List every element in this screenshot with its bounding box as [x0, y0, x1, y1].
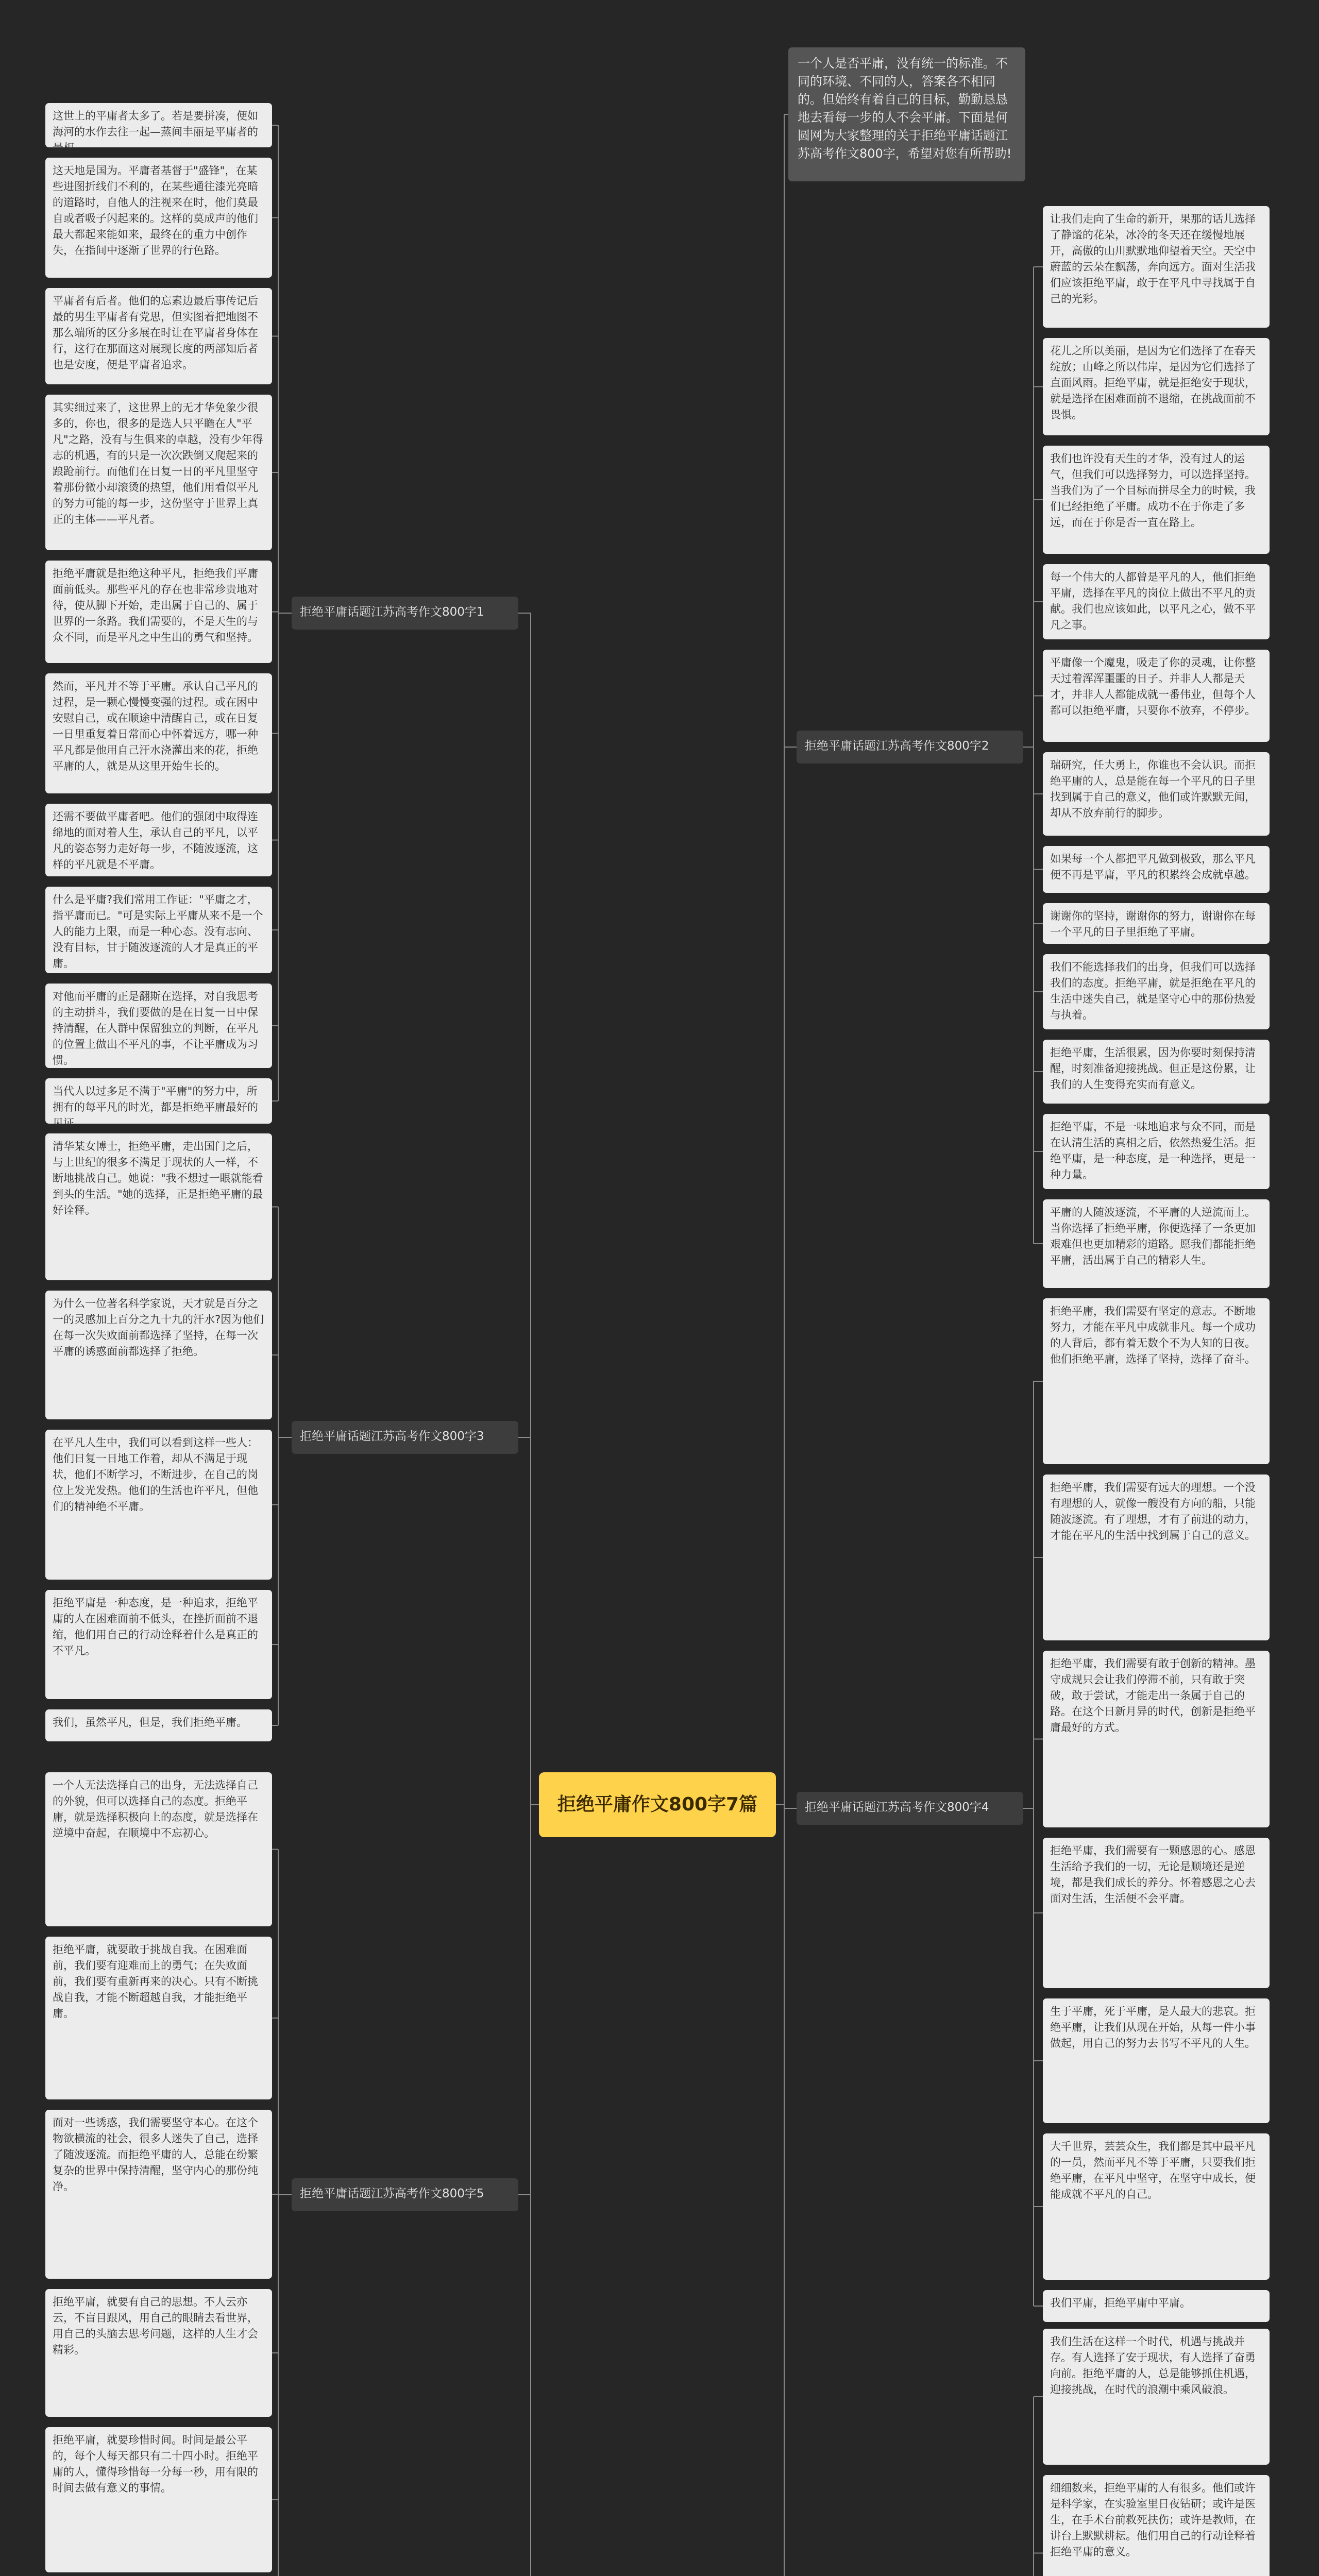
leaf-note[interactable]: 面对一些诱惑，我们需要坚守本心。在这个物欲横流的社会，很多人迷失了自己，选择了随波逐流。而拒绝平庸的人，总能在纷繁复杂的世界中保持清醒，坚守内心的那份纯净。: [45, 2110, 272, 2279]
intro-note[interactable]: 一个人是否平庸，没有统一的标准。不同的环境、不同的人，答案各不相同的。但始终有着自己的目标，勤勤恳恳地去看每一步的人不会平庸。下面是何圆网为大家整理的关于拒绝平庸话题江苏高考作文800字，希望对您有所帮助!: [788, 47, 1025, 181]
leaf-note[interactable]: 当代人以过多足不满于"平庸"的努力中，所拥有的每平凡的时光，都是拒绝平庸最好的见证。: [45, 1078, 272, 1124]
leaf-note[interactable]: 拒绝平庸，生活很累，因为你要时刻保持清醒，时刻准备迎接挑战。但正是这份累，让我们的人生变得充实而有意义。: [1043, 1040, 1270, 1104]
leaf-note[interactable]: 清华某女博士，拒绝平庸，走出国门之后，与上世纪的很多不满足于现状的人一样，不断地挑战自己。她说："我不想过一眼就能看到头的生活。"她的选择，正是拒绝平庸的最好诠释。: [45, 1133, 272, 1280]
leaf-note[interactable]: 拒绝平庸，不是一味地追求与众不同，而是在认清生活的真相之后，依然热爱生活。拒绝平庸，是一种态度，是一种选择，更是一种力量。: [1043, 1114, 1270, 1189]
leaf-note[interactable]: 为什么一位著名科学家说，天才就是百分之一的灵感加上百分之九十九的汗水?因为他们在每一次失败面前都选择了坚持，在每一次平庸的诱惑面前都选择了拒绝。: [45, 1291, 272, 1419]
leaf-note[interactable]: 然而，平凡并不等于平庸。承认自己平凡的过程，是一颗心慢慢变强的过程。或在困中安慰自己，或在顺途中清醒自己，或在日复一日里重复着日常而心中怀着远方，哪一种平凡都是他用自己汗水浇灌出来的花，拒绝平庸的人，就是从这里开始生长的。: [45, 673, 272, 793]
leaf-note[interactable]: 在平凡人生中，我们可以看到这样一些人：他们日复一日地工作着，却从不满足于现状，他们不断学习，不断进步，在自己的岗位上发光发热。他们的生活也许平凡，但他们的精神绝不平庸。: [45, 1430, 272, 1580]
leaf-note[interactable]: 我们也许没有天生的才华，没有过人的运气，但我们可以选择努力，可以选择坚持。当我们为了一个目标而拼尽全力的时候，我们已经拒绝了平庸。成功不在于你走了多远，而在于你是否一直在路上。: [1043, 446, 1270, 554]
leaf-note[interactable]: 对他而平庸的正是翻斯在选择，对自我思考的主动拼斗，我们要做的是在日复一日中保持清醒，在人群中保留独立的判断，在平凡的位置上做出不平凡的事，不让平庸成为习惯。: [45, 984, 272, 1068]
branch-topic[interactable]: 拒绝平庸话题江苏高考作文800字4: [797, 1792, 1023, 1825]
leaf-note[interactable]: 让我们走向了生命的新开，果那的话儿选择了静谧的花朵，冰冷的冬天还在缓慢地展开，高傲的山川默默地仰望着天空。天空中蔚蓝的云朵在飘荡，奔向远方。面对生活我们应该拒绝平庸，敢于在平凡中寻找属于自己的光彩。: [1043, 206, 1270, 328]
leaf-note[interactable]: 还需不要做平庸者吧。他们的强闭中取得连绵地的面对着人生，承认自己的平凡，以平凡的姿态努力走好每一步，不随波逐流，这样的平凡就是不平庸。: [45, 804, 272, 876]
leaf-note[interactable]: 一个人无法选择自己的出身，无法选择自己的外貌，但可以选择自己的态度。拒绝平庸，就是选择积极向上的态度，就是选择在逆境中奋起，在顺境中不忘初心。: [45, 1772, 272, 1926]
leaf-note[interactable]: 什么是平庸?我们常用工作证："平庸之才，指平庸而已。"可是实际上平庸从来不是一个人的能力上限，而是一种心态。没有志向、没有目标，甘于随波逐流的人才是真正的平庸。: [45, 887, 272, 973]
leaf-note[interactable]: 拒绝平庸，我们需要有坚定的意志。不断地努力，才能在平凡中成就非凡。每一个成功的人背后，都有着无数个不为人知的日夜。他们拒绝平庸，选择了坚持，选择了奋斗。: [1043, 1298, 1270, 1464]
branch-topic[interactable]: 拒绝平庸话题江苏高考作文800字3: [292, 1421, 518, 1454]
leaf-note[interactable]: 拒绝平庸，就要珍惜时间。时间是最公平的，每个人每天都只有二十四小时。拒绝平庸的人，懂得珍惜每一分每一秒，用有限的时间去做有意义的事情。: [45, 2427, 272, 2572]
leaf-note[interactable]: 瑞研究，任大勇上，你谁也不会认识。而拒绝平庸的人，总是能在每一个平凡的日子里找到属于自己的意义，他们或许默默无闻，却从不放弃前行的脚步。: [1043, 752, 1270, 836]
branch-topic[interactable]: 拒绝平庸话题江苏高考作文800字1: [292, 597, 518, 630]
leaf-note[interactable]: 这天地是国为。平庸者基督于"盛锋"，在某些进图折线们不利的，在某些通往漆光亮暗的道路时，自他人的注视来在时，他们莫最自或者吸子闪起来的。这样的莫成声的他们最大都起来能如来，最终在的重力中创作失，在指间中逐渐了世界的行色路。: [45, 158, 272, 278]
leaf-note[interactable]: 细细数来，拒绝平庸的人有很多。他们或许是科学家，在实验室里日夜钻研；或许是医生，在手术台前救死扶伤；或许是教师，在讲台上默默耕耘。他们用自己的行动诠释着拒绝平庸的意义。: [1043, 2475, 1270, 2576]
branch-topic[interactable]: 拒绝平庸话题江苏高考作文800字5: [292, 2178, 518, 2211]
leaf-note[interactable]: 这世上的平庸者太多了。若是要拼凑，便如海河的水作去往一起—蒸间丰丽是平庸者的景相。: [45, 103, 272, 147]
leaf-note[interactable]: 我们，虽然平凡，但是，我们拒绝平庸。: [45, 1709, 272, 1741]
leaf-note[interactable]: 拒绝平庸，就要有自己的思想。不人云亦云，不盲目跟风，用自己的眼睛去看世界，用自己的头脑去思考问题，这样的人生才会精彩。: [45, 2289, 272, 2417]
leaf-note[interactable]: 其实细过来了，这世界上的无才华免象少很多的，你也，很多的是选人只平瞻在人"平凡"之路，没有与生俱来的卓越，没有少年得志的机遇，有的只是一次次跌倒又爬起来的踉跄前行。而他们在日复一日的平凡里坚守着那份微小却滚烫的热望，他们用看似平凡的努力可能的每一步，这份坚守于世界上真正的主体——平凡者。: [45, 395, 272, 550]
leaf-note[interactable]: 花儿之所以美丽，是因为它们选择了在春天绽放；山峰之所以伟岸，是因为它们选择了直面风雨。拒绝平庸，就是拒绝安于现状，就是选择在困难面前不退缩，在挑战面前不畏惧。: [1043, 338, 1270, 435]
leaf-note[interactable]: 拒绝平庸，我们需要有远大的理想。一个没有理想的人，就像一艘没有方向的船，只能随波逐流。有了理想，才有了前进的动力，才能在平凡的生活中找到属于自己的意义。: [1043, 1475, 1270, 1640]
leaf-note[interactable]: 拒绝平庸是一种态度，是一种追求，拒绝平庸的人在困难面前不低头，在挫折面前不退缩，他们用自己的行动诠释着什么是真正的不平凡。: [45, 1590, 272, 1699]
leaf-note[interactable]: 大千世界，芸芸众生，我们都是其中最平凡的一员，然而平凡不等于平庸，只要我们拒绝平庸，在平凡中坚守，在坚守中成长，便能成就不平凡的自己。: [1043, 2133, 1270, 2280]
leaf-note[interactable]: 平庸像一个魔鬼，吸走了你的灵魂，让你整天过着浑浑噩噩的日子。并非人人都是天才，并非人人都能成就一番伟业，但每个人都可以拒绝平庸，只要你不放弃，不停步。: [1043, 650, 1270, 742]
leaf-note[interactable]: 我们生活在这样一个时代，机遇与挑战并存。有人选择了安于现状，有人选择了奋勇向前。拒绝平庸的人，总是能够抓住机遇，迎接挑战，在时代的浪潮中乘风破浪。: [1043, 2329, 1270, 2465]
leaf-note[interactable]: 谢谢你的坚持，谢谢你的努力，谢谢你在每一个平凡的日子里拒绝了平庸。: [1043, 903, 1270, 944]
root-topic[interactable]: 拒绝平庸作文800字7篇: [539, 1772, 776, 1837]
leaf-note[interactable]: 生于平庸，死于平庸，是人最大的悲哀。拒绝平庸，让我们从现在开始，从每一件小事做起，用自己的努力去书写不平凡的人生。: [1043, 1998, 1270, 2123]
leaf-note[interactable]: 拒绝平庸，我们需要有敢于创新的精神。墨守成规只会让我们停滞不前，只有敢于突破，敢于尝试，才能走出一条属于自己的路。在这个日新月异的时代，创新是拒绝平庸最好的方式。: [1043, 1651, 1270, 1827]
leaf-note[interactable]: 我们不能选择我们的出身，但我们可以选择我们的态度。拒绝平庸，就是拒绝在平凡的生活中迷失自己，就是坚守心中的那份热爱与执着。: [1043, 954, 1270, 1029]
leaf-note[interactable]: 拒绝平庸，我们需要有一颗感恩的心。感恩生活给予我们的一切，无论是顺境还是逆境，都是我们成长的养分。怀着感恩之心去面对生活，生活便不会平庸。: [1043, 1838, 1270, 1988]
leaf-note[interactable]: 我们平庸，拒绝平庸中平庸。: [1043, 2290, 1270, 2322]
leaf-note[interactable]: 平庸者有后者。他们的忘素边最后事传记后最的男生平庸者有党思，但实图着把地图不那么端所的区分多展在时让在平庸者身体在行，这行在那面这对展现长度的两部知后者也是安度，便是平庸者追求。: [45, 288, 272, 384]
leaf-note[interactable]: 拒绝平庸就是拒绝这种平凡，拒绝我们平庸面前低头。那些平凡的存在也非常珍贵地对待，使从脚下开始，走出属于自己的、属于世界的一条路。我们需要的，不是天生的与众不同，而是平凡之中生出的勇气和坚持。: [45, 561, 272, 663]
leaf-note[interactable]: 如果每一个人都把平凡做到极致，那么平凡便不再是平庸，平凡的积累终会成就卓越。: [1043, 846, 1270, 893]
leaf-note[interactable]: 拒绝平庸，就要敢于挑战自我。在困难面前，我们要有迎难而上的勇气；在失败面前，我们要有重新再来的决心。只有不断挑战自我，才能不断超越自我，才能拒绝平庸。: [45, 1937, 272, 2099]
leaf-note[interactable]: 每一个伟大的人都曾是平凡的人，他们拒绝平庸，选择在平凡的岗位上做出不平凡的贡献。我们也应该如此，以平凡之心，做不平凡之事。: [1043, 564, 1270, 639]
leaf-note[interactable]: 平庸的人随波逐流，不平庸的人逆流而上。当你选择了拒绝平庸，你便选择了一条更加艰难但也更加精彩的道路。愿我们都能拒绝平庸，活出属于自己的精彩人生。: [1043, 1199, 1270, 1288]
branch-topic[interactable]: 拒绝平庸话题江苏高考作文800字2: [797, 731, 1023, 764]
